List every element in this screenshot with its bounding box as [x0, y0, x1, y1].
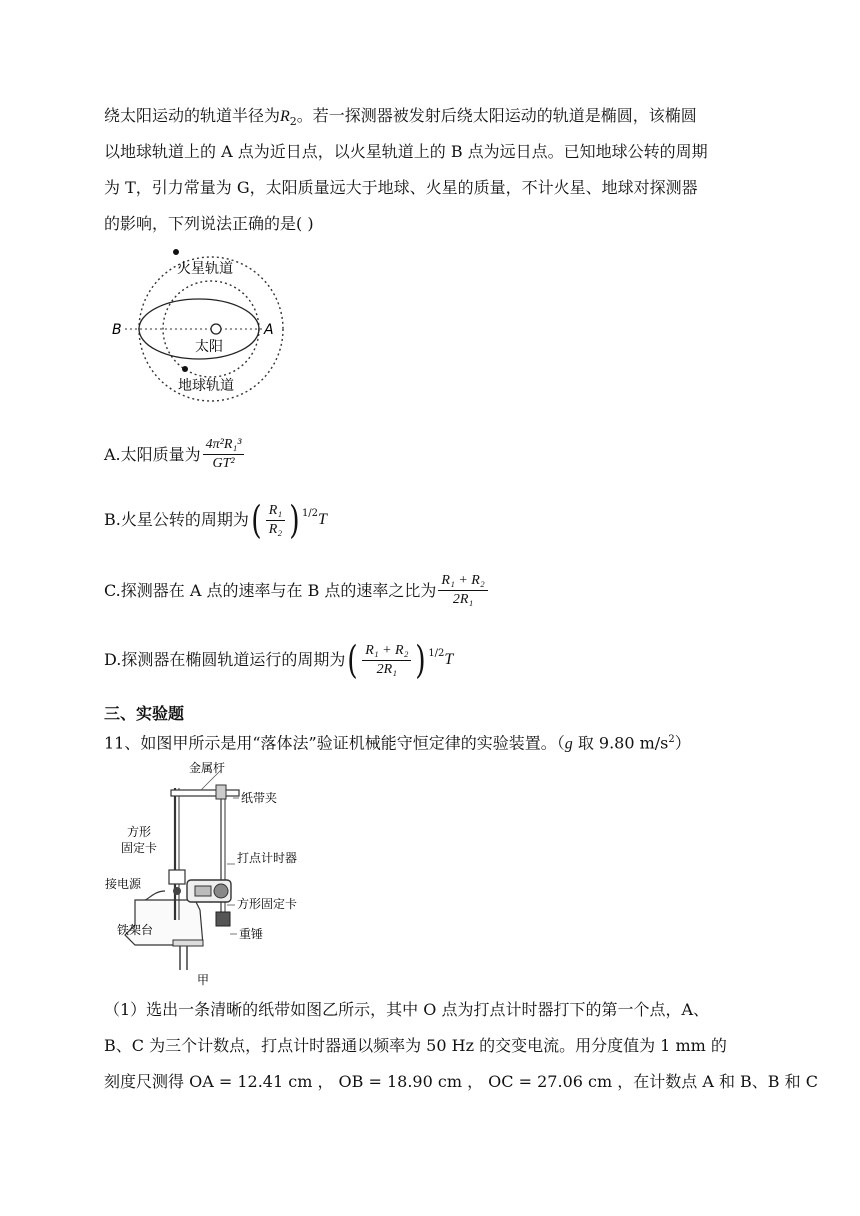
mars-dot-icon: [173, 249, 179, 255]
timer-knob-icon: [214, 884, 228, 898]
option-c: [104, 572, 490, 609]
option-b-numerator: R₁: [266, 502, 285, 521]
table-edge: [173, 940, 203, 946]
power-cable: [145, 891, 165, 900]
left-paren: (: [251, 498, 262, 542]
option-a-fraction: [203, 436, 245, 473]
q10-text-1b: 。若一探测器被发射后绕太阳运动的轨道是椭圆，该椭圆: [296, 106, 697, 125]
sun-label: 太阳: [195, 339, 223, 355]
mars-orbit-label: 火星轨道: [177, 261, 233, 277]
right-paren: ): [415, 638, 427, 682]
option-d-prefix: D.探测器在椭圆轨道运行的周期为: [104, 650, 346, 669]
option-d: [104, 640, 453, 680]
apparatus-figure: [105, 760, 325, 990]
label-power: 接电源: [105, 877, 142, 891]
option-b-exponent: 1/2: [301, 508, 319, 519]
option-a-denominator: GT²: [212, 456, 235, 471]
q10-text-1a: 绕太阳运动的轨道半径为: [104, 106, 281, 125]
option-b-prefix: B.火星公转的周期为: [104, 510, 249, 529]
option-b-denominator: R₂: [268, 521, 283, 537]
square-card-left-icon: [169, 870, 185, 884]
q11-text: 11、如图甲所示是用“落体法”验证机械能守恒定律的实验装置。（: [104, 733, 565, 753]
label-tape-clip: 纸带夹: [241, 791, 278, 805]
label-square-card-left-1: 方形: [127, 825, 152, 839]
q11-close: ）: [674, 733, 691, 753]
option-b: [104, 500, 327, 540]
option-c-denominator: 2R₁: [452, 592, 474, 607]
option-d-denominator: 2R₁: [376, 661, 398, 677]
q10-line-1: [104, 104, 697, 134]
part1-line-1: （1）选出一条清晰的纸带如图乙所示，其中 O 点为打点计时器打下的第一个点，A、: [104, 1000, 710, 1019]
option-a-prefix: A.太阳质量为: [104, 444, 201, 464]
q10-line-2: 以地球轨道上的 A 点为近日点，以火星轨道上的 B 点为远日点。已知地球公转的周期: [104, 142, 708, 161]
q10-line-3: 为 T，引力常量为 G，太阳质量远大于地球、火星的质量，不计火星、地球对探测器: [104, 178, 698, 197]
metal-rod: [171, 790, 239, 796]
sun-icon: [211, 324, 221, 334]
orbit-figure: [105, 243, 290, 403]
q11-g: g: [564, 735, 573, 753]
part1-line-2: B、C 为三个计数点，打点计时器通以频率为 50 Hz 的交变电流。用分度值为 1 mm 的: [104, 1036, 727, 1055]
timer-body-icon: [195, 886, 211, 896]
label-weight: 重锤: [239, 927, 264, 941]
r2-subscript: 2: [289, 115, 297, 129]
weight-icon: [216, 912, 230, 926]
figure-caption: 甲: [197, 973, 210, 987]
tape-clip-icon: [216, 785, 226, 799]
label-stand: 铁架台: [117, 923, 154, 937]
option-d-tail: T: [444, 651, 454, 668]
part1-line-3: 刻度尺测得 OA = 12.41 cm ， OB = 18.90 cm ， OC = 27.06 cm ，在计数点 A 和 B、B 和 C: [104, 1072, 818, 1091]
option-c-prefix: C.探测器在 A 点的速率与在 B 点的速率之比为: [104, 580, 437, 600]
option-a: [104, 436, 246, 473]
point-a-label: A: [264, 322, 274, 338]
label-square-card-left-2: 固定卡: [121, 841, 158, 855]
option-b-fraction: [266, 502, 285, 539]
option-d-fraction: [362, 642, 411, 679]
option-a-numerator: 4π²R₁³: [203, 436, 245, 455]
q10-line-4: 的影响，下列说法正确的是( ): [104, 214, 314, 233]
option-d-numerator: R₁ + R₂: [362, 642, 411, 661]
q11-intro: [104, 728, 691, 756]
right-paren: ): [289, 498, 300, 542]
option-d-exponent: 1/2: [428, 648, 445, 659]
section-heading: 三、实验题: [104, 704, 185, 723]
option-c-numerator: R₁ + R₂: [438, 572, 487, 591]
q11-value: 取 9.80 m/s: [572, 733, 669, 753]
power-plug-icon: [173, 887, 181, 895]
earth-dot-icon: [182, 366, 188, 372]
option-c-fraction: [438, 572, 487, 609]
label-timer: 打点计时器: [237, 851, 298, 865]
point-b-label: B: [112, 322, 122, 338]
label-rod: 金属杆: [189, 761, 226, 775]
label-square-card-right: 方形固定卡: [237, 897, 298, 911]
earth-orbit-label: 地球轨道: [178, 378, 234, 394]
q11-square: 2: [668, 734, 675, 745]
r2-symbol: R: [280, 108, 290, 125]
left-paren: (: [347, 638, 358, 682]
option-b-tail: T: [318, 511, 327, 528]
